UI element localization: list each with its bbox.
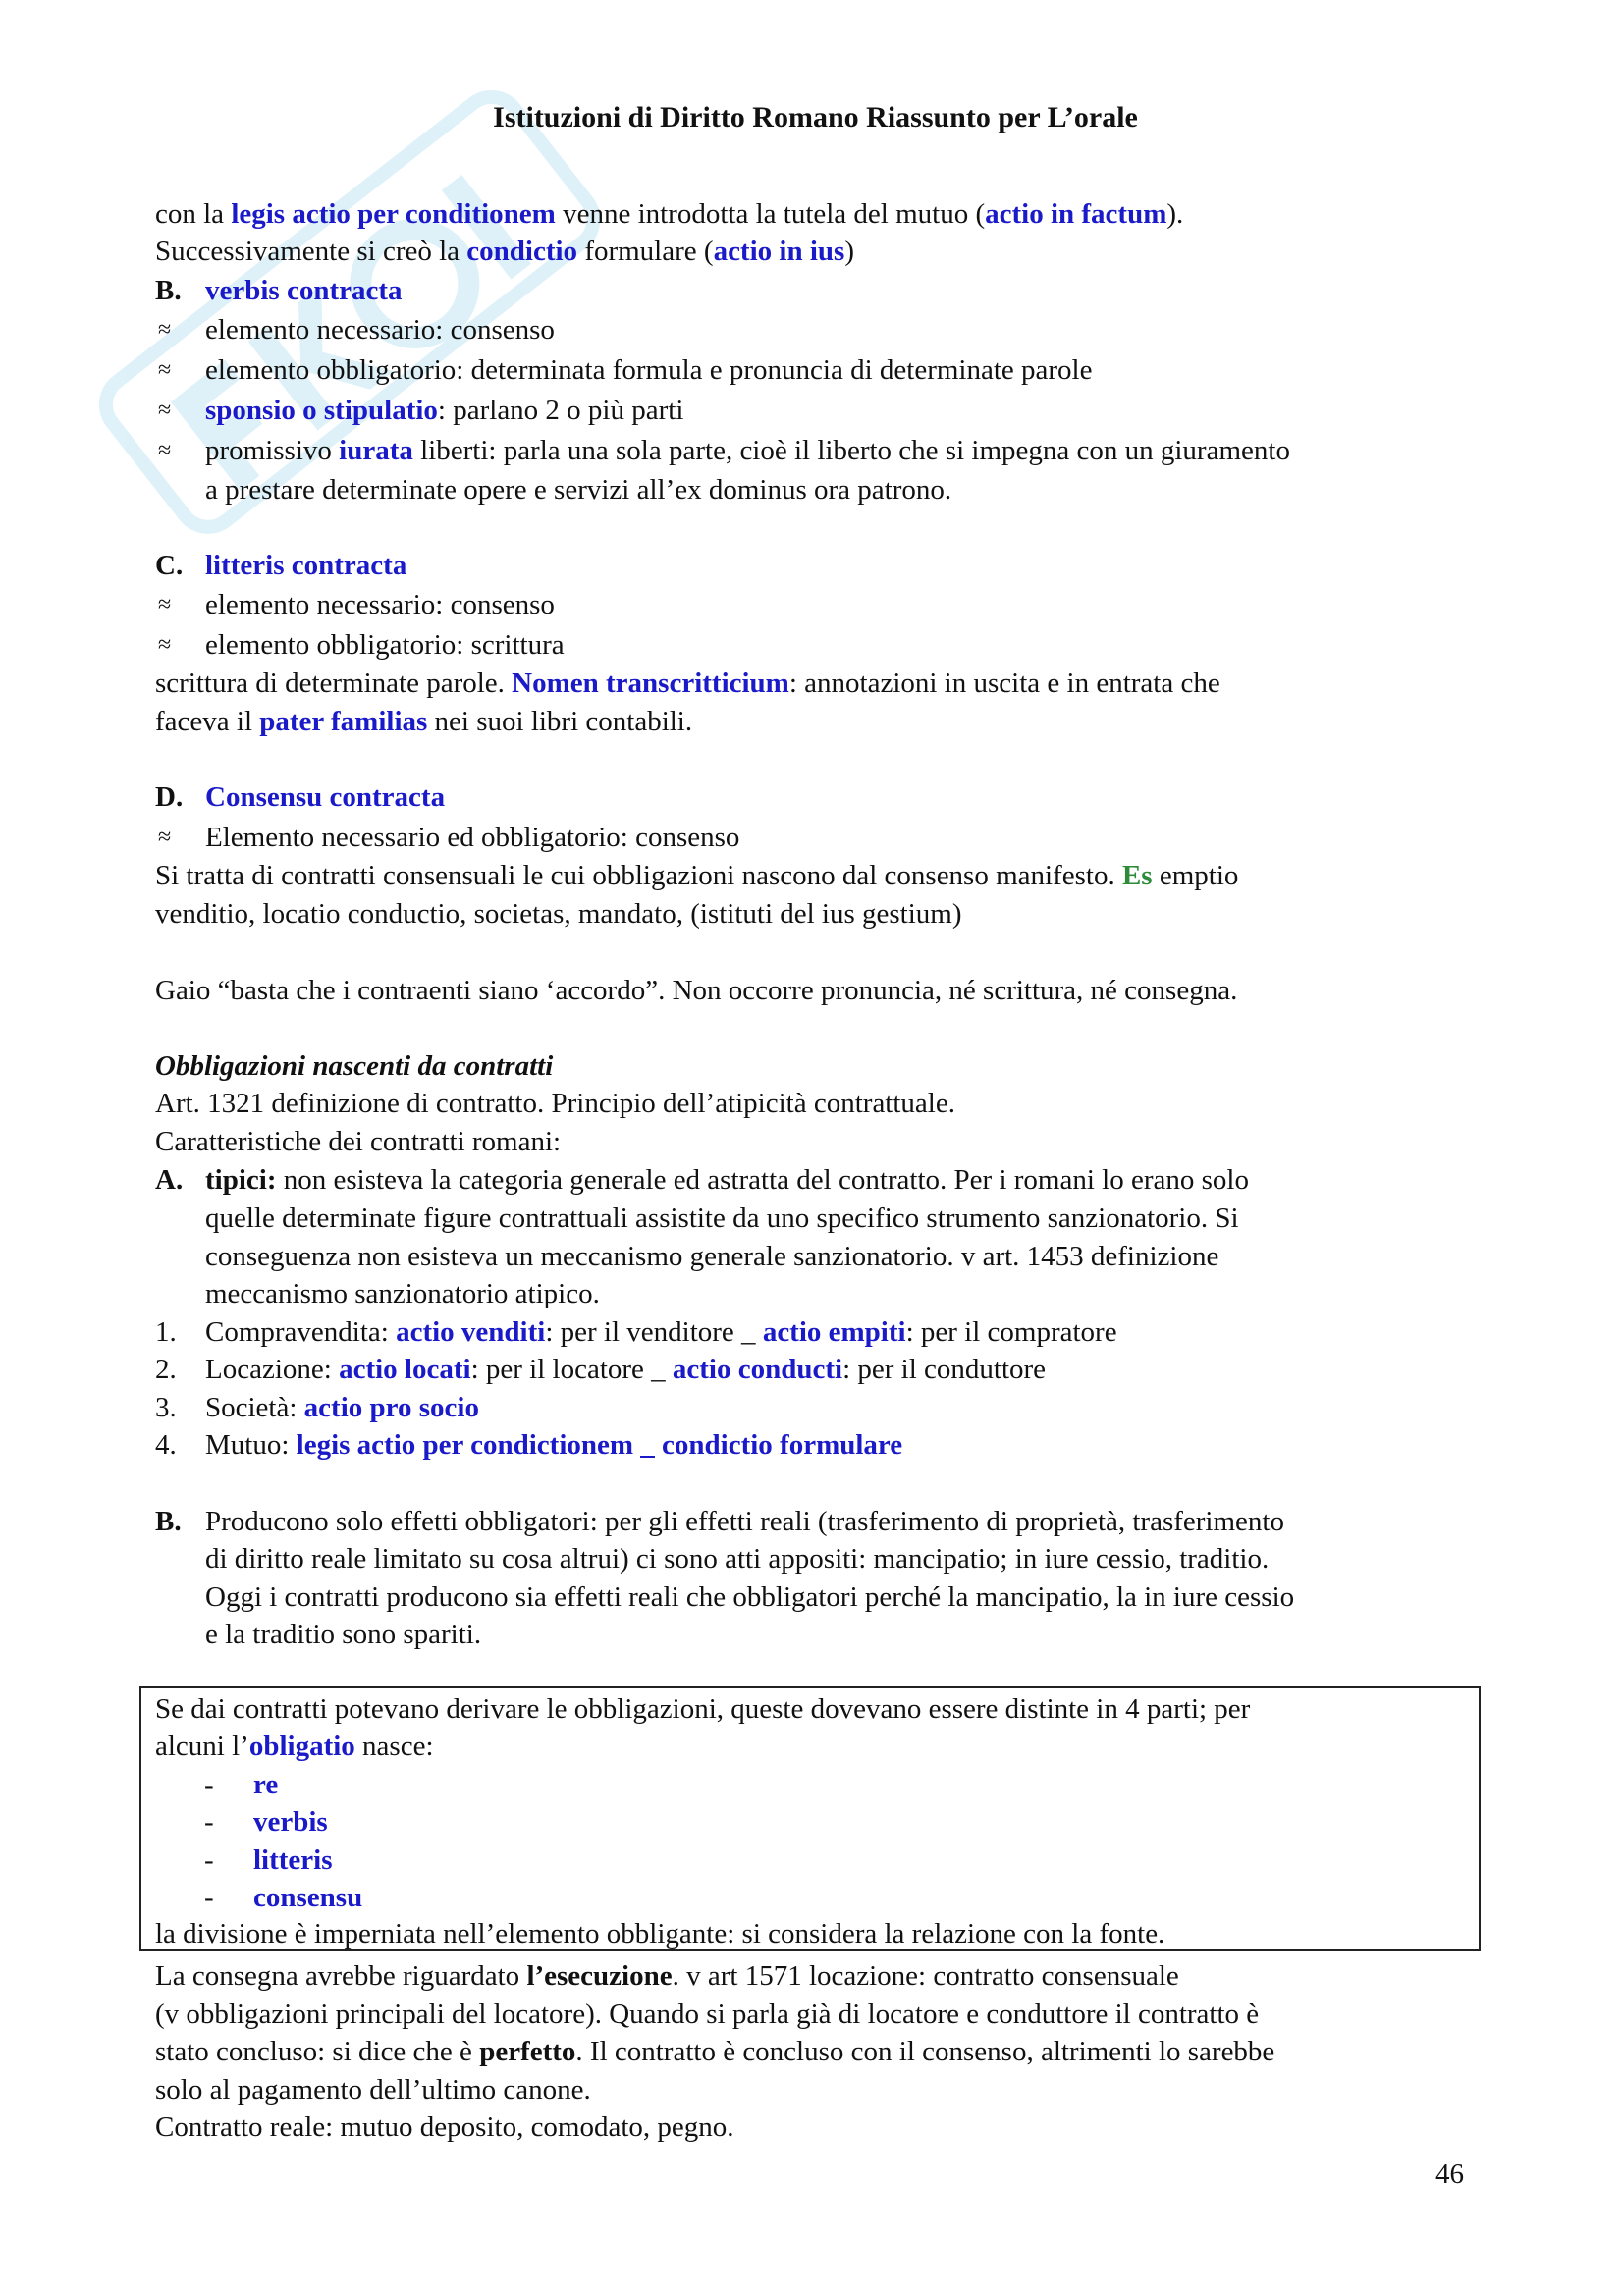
box-line: alcuni l’obligatio nasce: (155, 1731, 434, 1762)
intro-line: con la legis actio per conditionem venne introdotta la tutela del mutuo (actio in factum). (155, 198, 1184, 230)
approx-bullet-icon: ≈ (158, 438, 172, 463)
list-item: elemento obbligatorio: scrittura (205, 629, 565, 661)
paragraph-line: Caratteristiche dei contratti romani: (155, 1126, 562, 1157)
note-box (139, 1686, 1481, 1951)
list-item-continuation: a prestare determinate opere e servizi all’ex dominus ora patrono. (205, 474, 952, 506)
paragraph-line: Producono solo effetti obbligatori: per gli effetti reali (trasferimento di proprietà, trasferimento (205, 1506, 1284, 1537)
list-number: 1. (155, 1316, 177, 1348)
paragraph-line: venditio, locatio conductio, societas, mandato, (istituti del ius gestium) (155, 898, 962, 930)
list-item: Elemento necessario ed obbligatorio: consenso (205, 822, 740, 853)
list-item: elemento obbligatorio: determinata formula e pronuncia di determinate parole (205, 354, 1093, 386)
list-item: Società: actio pro socio (205, 1392, 479, 1423)
section-marker: B. (155, 275, 182, 306)
approx-bullet-icon: ≈ (158, 825, 172, 850)
paragraph-line: e la traditio sono spariti. (205, 1619, 482, 1650)
list-number: 3. (155, 1392, 177, 1423)
paragraph-line: stato concluso: si dice che è perfetto. Il contratto è concluso con il consenso, altrimenti lo sarebbe (155, 2036, 1275, 2067)
paragraph-line: (v obbligazioni principali del locatore). Quando si parla già di locatore e conduttore il contratto è (155, 1999, 1260, 2030)
paragraph-line: Si tratta di contratti consensuali le cui obbligazioni nascono dal consenso manifesto. Es emptio (155, 860, 1239, 891)
box-line: la divisione è imperniata nell’elemento obbligante: si considera la relazione con la fonte. (155, 1918, 1165, 1949)
dash-bullet: - (204, 1844, 214, 1876)
paragraph-line: Gaio “basta che i contraenti siano ‘accordo”. Non occorre pronuncia, né scrittura, né consegna. (155, 975, 1238, 1006)
box-line: Se dai contratti potevano derivare le obbligazioni, queste dovevano essere distinte in 4 parti; per (155, 1693, 1251, 1725)
paragraph-line: scrittura di determinate parole. Nomen transcritticium: annotazioni in uscita e in entrata che (155, 667, 1220, 699)
section-marker: D. (155, 781, 184, 813)
paragraph-line: di diritto reale limitato su cosa altrui) ci sono atti appositi: mancipatio; in iure cessio, traditio. (205, 1543, 1270, 1575)
paragraph-line: solo al pagamento dell’ultimo canone. (155, 2074, 591, 2106)
intro-line: Successivamente si creò la condictio formulare (actio in ius) (155, 236, 854, 267)
approx-bullet-icon: ≈ (158, 592, 172, 617)
paragraph-line: Art. 1321 definizione di contratto. Principio dell’atipicità contrattuale. (155, 1088, 955, 1119)
list-item: promissivo iurata liberti: parla una sola parte, cioè il liberto che si impegna con un giuramento (205, 435, 1290, 466)
subsection-title: Obbligazioni nascenti da contratti (155, 1050, 554, 1082)
paragraph-line: meccanismo sanzionatorio atipico. (205, 1278, 600, 1309)
section-title: Consensu contracta (205, 781, 446, 813)
approx-bullet-icon: ≈ (158, 632, 172, 658)
page-header: Istituzioni di Diritto Romano Riassunto per L’orale (493, 101, 1138, 133)
list-item: consensu (253, 1882, 363, 1913)
paragraph-line: tipici: non esisteva la categoria generale ed astratta del contratto. Per i romani lo erano solo (205, 1164, 1249, 1196)
list-item: elemento necessario: consenso (205, 589, 555, 620)
list-item: Mutuo: legis actio per condictionem _ condictio formulare (205, 1429, 903, 1461)
dash-bullet: - (204, 1769, 214, 1800)
list-item: elemento necessario: consenso (205, 314, 555, 346)
list-item: Compravendita: actio venditi: per il venditore _ actio empiti: per il compratore (205, 1316, 1117, 1348)
paragraph-line: quelle determinate figure contrattuali assistite da uno specifico strumento sanzionatorio. Si (205, 1202, 1239, 1234)
list-item: sponsio o stipulatio: parlano 2 o più parti (205, 395, 684, 426)
paragraph-line: La consegna avrebbe riguardato l’esecuzione. v art 1571 locazione: contratto consensuale (155, 1960, 1179, 1992)
page-number: 46 (1435, 2159, 1464, 2190)
approx-bullet-icon: ≈ (158, 317, 172, 343)
paragraph-line: conseguenza non esisteva un meccanismo generale sanzionatorio. v art. 1453 definizione (205, 1241, 1219, 1272)
section-title: verbis contracta (205, 275, 403, 306)
section-marker: B. (155, 1506, 182, 1537)
section-title: litteris contracta (205, 550, 407, 581)
approx-bullet-icon: ≈ (158, 357, 172, 383)
dash-bullet: - (204, 1882, 214, 1913)
list-item: re (253, 1769, 279, 1800)
section-marker: C. (155, 550, 184, 581)
approx-bullet-icon: ≈ (158, 398, 172, 423)
paragraph-line: Oggi i contratti producono sia effetti reali che obbligatori perché la mancipatio, la in iure cessio (205, 1581, 1295, 1613)
list-item: litteris (253, 1844, 333, 1876)
list-item: Locazione: actio locati: per il locatore _ actio conducti: per il conduttore (205, 1354, 1047, 1385)
dash-bullet: - (204, 1806, 214, 1838)
list-number: 4. (155, 1429, 177, 1461)
section-marker: A. (155, 1164, 184, 1196)
paragraph-line: Contratto reale: mutuo deposito, comodato, pegno. (155, 2111, 734, 2143)
list-number: 2. (155, 1354, 177, 1385)
list-item: verbis (253, 1806, 328, 1838)
paragraph-line: faceva il pater familias nei suoi libri contabili. (155, 706, 693, 737)
